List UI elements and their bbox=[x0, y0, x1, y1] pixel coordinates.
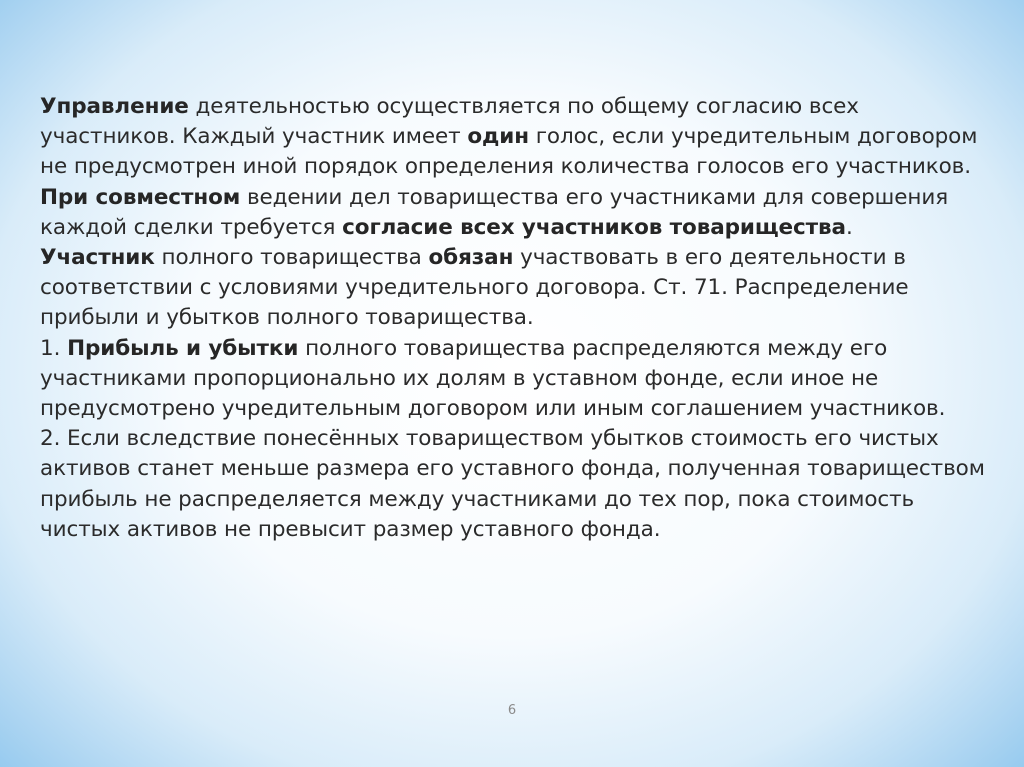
paragraph-management bbox=[40, 92, 990, 183]
text-run: деятельностью осуществляется по общему согласию всех участников. Каждый участник имеет bbox=[40, 94, 859, 150]
paragraph-profit-distribution bbox=[40, 334, 990, 425]
text-run: . bbox=[845, 214, 853, 240]
text-run: Участник bbox=[40, 245, 155, 271]
text-run: 1. bbox=[40, 335, 68, 361]
paragraph-loss-restriction bbox=[40, 424, 990, 545]
text-run: Управление bbox=[40, 94, 189, 119]
text-run: обязан bbox=[428, 245, 514, 271]
paragraph-participant-obligation bbox=[40, 243, 990, 334]
text-run: согласие всех участников товарищества bbox=[342, 214, 846, 240]
text-run: полного товарищества распределяются между его участниками пропорционально их долям в уставном фонде, если иное не предусмотрено учредительным договором или иным соглашением участников. bbox=[40, 335, 946, 422]
text-run: ведении дел товарищества его участниками для совершения каждой сделки требуется bbox=[40, 184, 949, 240]
text-run: голос, если учредительным договором не предусмотрен иной порядок определения количества голосов его участников. bbox=[40, 124, 978, 180]
text-run: участвовать в его деятельности в соответствии с условиями учредительного договора. Ст. 71. Распределение прибыли и убытков полного товарищества. bbox=[40, 245, 909, 331]
text-run: один bbox=[467, 124, 529, 150]
text-run: полного товарищества bbox=[154, 245, 429, 271]
page-number: 6 bbox=[507, 703, 517, 718]
text-run: Прибыль и убытки bbox=[67, 335, 299, 361]
text-run: При совместном bbox=[40, 184, 241, 210]
slide-body-text bbox=[40, 92, 990, 545]
paragraph-joint-management bbox=[40, 183, 990, 243]
text-run: 2. Если вследствие понесённых товариществом убытков стоимость его чистых активов станет меньше размера его уставного фонда, полученная товариществом прибыль не распределяется между участниками до тех пор, пока стоимость чистых активов не превысит размер уставного фонда. bbox=[40, 426, 985, 542]
